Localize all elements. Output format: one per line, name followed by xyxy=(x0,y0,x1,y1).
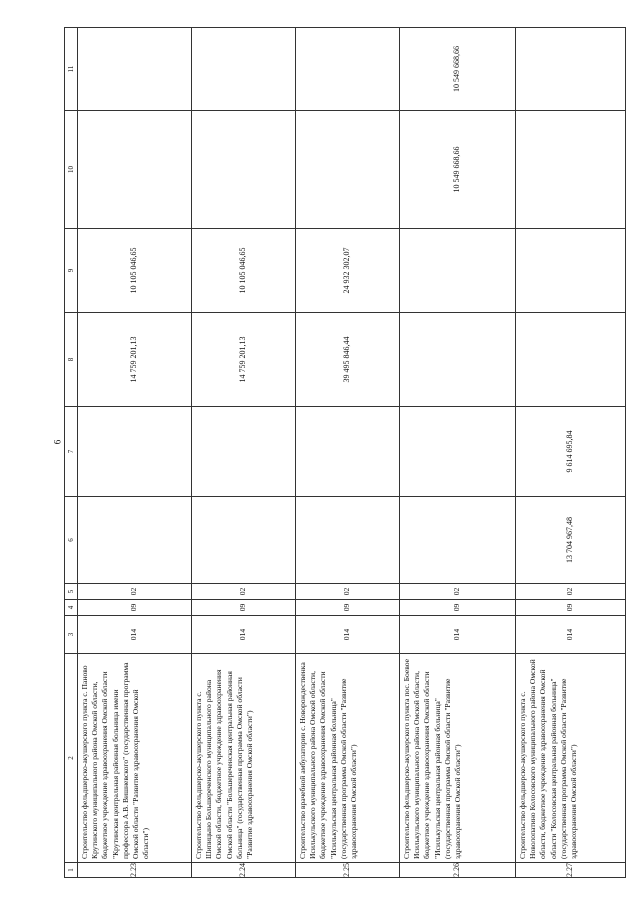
amount-cell: 9 614 695,84 xyxy=(516,407,626,497)
header-cell: 8 xyxy=(65,313,78,407)
amount-cell xyxy=(296,28,400,111)
header-cell: 4 xyxy=(65,600,78,616)
object-name: Строительство фельдшерско-акушерского пункта с. Паново Крутинского муниципального района Омской области, бюджетное учреждение здравоохранения Омской области "Крутинская центральная районная больница имени профессора А.В. Вишневского" (государственная программа Омской области "Развитие здравоохранения Омской области") xyxy=(78,654,192,863)
budget-table-wrapper xyxy=(64,28,624,878)
amount-cell: 10 549 668,66 xyxy=(400,28,516,111)
amount-cell: 10 105 046,65 xyxy=(78,229,192,313)
amount-cell xyxy=(516,28,626,111)
code-cell: 02 xyxy=(296,584,400,600)
amount-cell xyxy=(296,407,400,497)
amount-cell xyxy=(192,28,296,111)
amount-cell: 10 549 668,66 xyxy=(400,111,516,229)
amount-cell xyxy=(296,111,400,229)
amount-cell xyxy=(192,497,296,584)
header-cell: 2 xyxy=(65,654,78,863)
amount-cell xyxy=(78,407,192,497)
row-number: 2.24 xyxy=(192,863,296,878)
amount-cell xyxy=(78,111,192,229)
code-cell: 014 xyxy=(296,616,400,654)
object-name: Строительство врачебной амбулатории с. Новорождественка Исилькульского муниципального района Омской области, бюджетное учреждение здравоохранения Омской области "Исилькульская центральная районная больница" (государственная программа Омской области "Развитие здравоохранения Омской области") xyxy=(296,654,400,863)
amount-cell xyxy=(516,313,626,407)
amount-cell xyxy=(192,407,296,497)
header-row xyxy=(65,28,78,878)
header-cell: 6 xyxy=(65,497,78,584)
header-cell: 9 xyxy=(65,229,78,313)
amount-cell xyxy=(516,111,626,229)
budget-table xyxy=(64,27,626,878)
amount-cell xyxy=(400,313,516,407)
code-cell: 02 xyxy=(400,584,516,600)
table-row xyxy=(78,28,192,878)
row-number: 2.25 xyxy=(296,863,400,878)
header-cell: 11 xyxy=(65,28,78,111)
row-number: 2.27 xyxy=(516,863,626,878)
object-name: Строительство фельдшерско-акушерского пункта пос. Боевое Исилькульского муниципального района Омской области, бюджетное учреждение здравоохранения Омской области "Исилькульская центральная районная больница" (государственная программа Омской области "Развитие здравоохранения Омской области") xyxy=(400,654,516,863)
amount-cell: 14 759 201,13 xyxy=(192,313,296,407)
amount-cell xyxy=(400,407,516,497)
table-row xyxy=(192,28,296,878)
header-cell: 10 xyxy=(65,111,78,229)
object-name: Строительство фельдшерско-акушерского пункта с. Шипицыно Большереченского муниципального района Омской области, бюджетное учреждение здравоохранения Омской области "Большереченская центральная районная больница" (государственная программа Омской области "Развитие здравоохранения Омской области") xyxy=(192,654,296,863)
code-cell: 02 xyxy=(516,584,626,600)
code-cell: 02 xyxy=(192,584,296,600)
amount-cell: 14 759 201,13 xyxy=(78,313,192,407)
code-cell: 09 xyxy=(78,600,192,616)
code-cell: 02 xyxy=(78,584,192,600)
table-row xyxy=(296,28,400,878)
code-cell: 014 xyxy=(192,616,296,654)
amount-cell: 10 105 046,65 xyxy=(192,229,296,313)
code-cell: 09 xyxy=(192,600,296,616)
code-cell: 09 xyxy=(516,600,626,616)
amount-cell xyxy=(192,111,296,229)
amount-cell xyxy=(516,229,626,313)
code-cell: 09 xyxy=(400,600,516,616)
table-row xyxy=(516,28,626,878)
header-cell: 7 xyxy=(65,407,78,497)
row-number: 2.23 xyxy=(78,863,192,878)
amount-cell xyxy=(78,497,192,584)
header-cell: 5 xyxy=(65,584,78,600)
code-cell: 014 xyxy=(516,616,626,654)
object-name: Строительство фельдшерско-акушерского пункта с. Новолопатино Колосовского муниципального района Омской области, бюджетное учреждение здравоохранения Омской области "Колосовская центральная районная больница" (государственная программа Омской области "Развитие здравоохранения Омской области") xyxy=(516,654,626,863)
amount-cell: 13 704 967,48 xyxy=(516,497,626,584)
code-cell: 014 xyxy=(78,616,192,654)
code-cell: 09 xyxy=(296,600,400,616)
header-cell: 3 xyxy=(65,616,78,654)
amount-cell xyxy=(78,28,192,111)
amount-cell xyxy=(400,497,516,584)
row-number: 2.26 xyxy=(400,863,516,878)
page-number: 6 xyxy=(52,439,63,445)
table-row xyxy=(400,28,516,878)
amount-cell: 39 495 846,44 xyxy=(296,313,400,407)
amount-cell: 24 932 302,07 xyxy=(296,229,400,313)
amount-cell xyxy=(400,229,516,313)
code-cell: 014 xyxy=(400,616,516,654)
header-cell: 1 xyxy=(65,863,78,878)
amount-cell xyxy=(296,497,400,584)
